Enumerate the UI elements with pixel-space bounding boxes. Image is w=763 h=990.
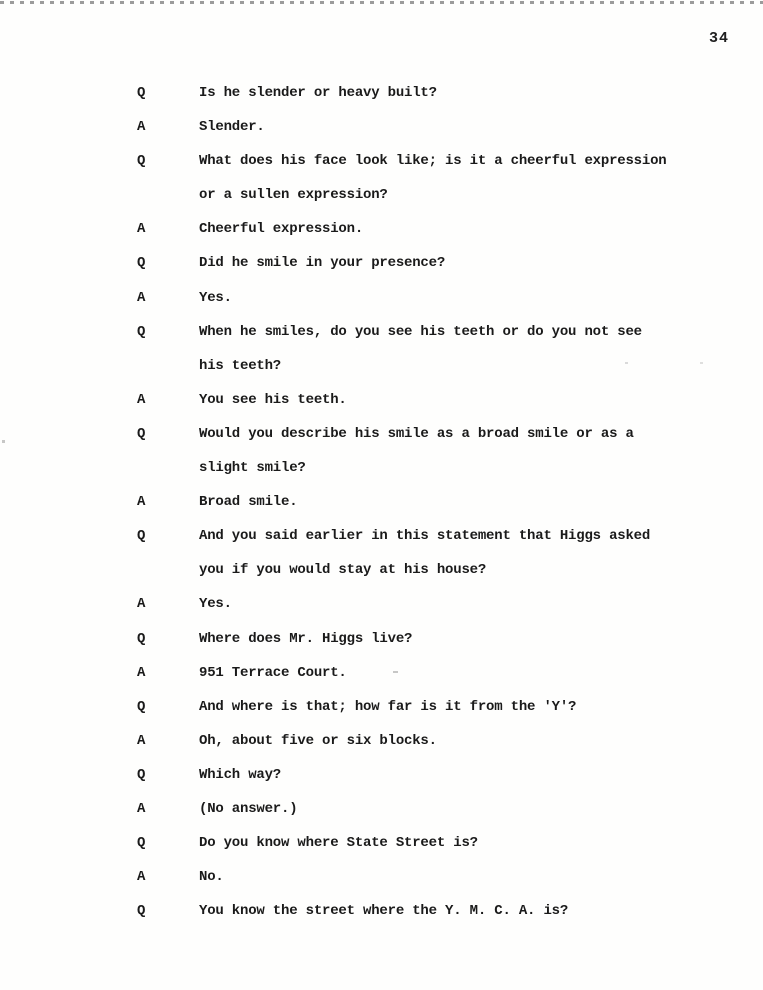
line-text: And you said earlier in this statement that Higgs asked (199, 528, 651, 545)
speaker-label: A (137, 391, 146, 408)
speaker-label: Q (137, 425, 146, 442)
transcript-line (0, 724, 763, 758)
line-text: Do you know where State Street is? (199, 835, 478, 852)
transcript-line (0, 690, 763, 724)
speaker-label: A (137, 494, 146, 511)
scan-speck (700, 362, 703, 364)
page-number: 34 (709, 30, 730, 47)
transcript-line (0, 587, 763, 621)
line-text: Slender. (199, 119, 265, 136)
transcript-line (0, 110, 763, 144)
line-text: or a sullen expression? (199, 187, 388, 204)
transcript-line (0, 656, 763, 690)
speaker-label: A (137, 596, 146, 613)
line-text: (No answer.) (199, 800, 298, 817)
speaker-label: A (137, 732, 146, 749)
line-text: You know the street where the Y. M. C. A. is? (199, 903, 569, 920)
line-text: You see his teeth. (199, 391, 347, 408)
speaker-label: A (137, 221, 146, 238)
speaker-label: Q (137, 698, 146, 715)
line-text: Oh, about five or six blocks. (199, 732, 437, 749)
line-text: Would you describe his smile as a broad smile or as a (199, 425, 634, 442)
line-text: 951 Terrace Court. (199, 664, 347, 681)
transcript-line (0, 417, 763, 451)
speaker-label: Q (137, 630, 146, 647)
line-text: What does his face look like; is it a cheerful expression (199, 153, 667, 170)
line-text: his teeth? (199, 357, 282, 374)
speaker-label: Q (137, 153, 146, 170)
transcript-line (0, 553, 763, 587)
speaker-label: A (137, 800, 146, 817)
line-text: Where does Mr. Higgs live? (199, 630, 413, 647)
transcript-line (0, 860, 763, 894)
speaker-label: Q (137, 85, 146, 101)
speaker-label: A (137, 869, 146, 886)
line-text: No. (199, 869, 224, 886)
transcript-line (0, 519, 763, 553)
transcript-line (0, 826, 763, 860)
transcript-line (0, 485, 763, 519)
speaker-label: Q (137, 766, 146, 783)
perforation-dots (0, 1, 763, 4)
transcript-line (0, 622, 763, 656)
line-text: slight smile? (199, 460, 306, 477)
speaker-label: A (137, 289, 146, 306)
transcript-line (0, 76, 763, 110)
line-text: Cheerful expression. (199, 221, 364, 238)
speaker-label: A (137, 664, 146, 681)
transcript-line (0, 451, 763, 485)
scan-speck (2, 440, 5, 443)
line-text: Did he smile in your presence? (199, 255, 446, 272)
speaker-label: Q (137, 528, 146, 545)
line-text: Yes. (199, 596, 232, 613)
speaker-label: Q (137, 903, 146, 920)
transcript (0, 76, 763, 928)
transcript-line (0, 178, 763, 212)
scan-speck (625, 362, 628, 364)
speaker-label: Q (137, 323, 146, 340)
line-text: Which way? (199, 766, 282, 783)
line-text: Broad smile. (199, 494, 298, 511)
transcript-line (0, 894, 763, 928)
transcript-line (0, 792, 763, 826)
transcript-line (0, 281, 763, 315)
line-text: And where is that; how far is it from the 'Y'? (199, 698, 577, 715)
line-text: you if you would stay at his house? (199, 562, 487, 579)
scan-speck (393, 671, 398, 673)
transcript-line (0, 246, 763, 280)
line-text: Is he slender or heavy built? (199, 85, 437, 101)
transcript-line (0, 383, 763, 417)
speaker-label: A (137, 119, 146, 136)
transcript-line (0, 144, 763, 178)
line-text: When he smiles, do you see his teeth or do you not see (199, 323, 642, 340)
transcript-line (0, 758, 763, 792)
speaker-label: Q (137, 835, 146, 852)
line-text: Yes. (199, 289, 232, 306)
transcript-line (0, 212, 763, 246)
transcript-line (0, 349, 763, 383)
transcript-line (0, 315, 763, 349)
speaker-label: Q (137, 255, 146, 272)
